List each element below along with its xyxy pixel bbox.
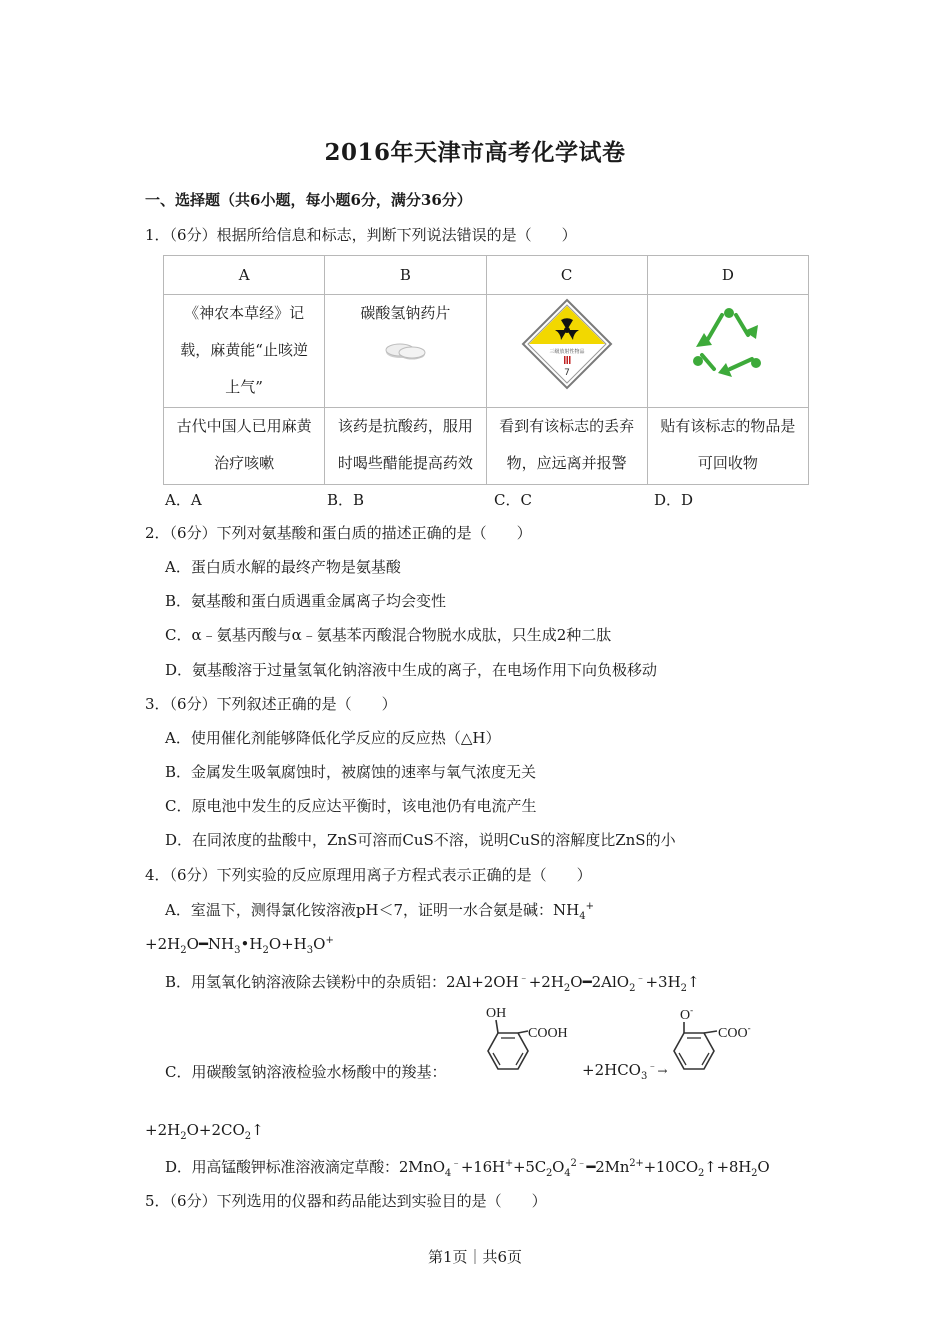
cell-c-statement: [486, 408, 647, 485]
subscript: 2: [629, 983, 636, 994]
subscript: 3: [640, 1071, 648, 1082]
question-3-option-c: C．原电池中发生的反应达平衡时，该电池仍有电流产生: [165, 797, 537, 815]
subscript: 2: [244, 1131, 252, 1142]
cell-text-line: 《神农本草经》记: [184, 304, 305, 322]
subscript: 2: [680, 983, 688, 994]
cell-a-info: [164, 295, 325, 408]
equation-text: O━2AlO: [570, 973, 630, 991]
cell-text-line: 时喝些醋能提高药效: [337, 454, 473, 472]
salicylate-ion-structure-diagram: [664, 1003, 774, 1081]
equation-text: +2HCO: [582, 1061, 641, 1079]
cell-a-statement: [164, 408, 325, 485]
sign-caption: 三级放射性物品: [549, 349, 585, 355]
reaction-arrow: →: [657, 1064, 668, 1078]
cell-d-info: [647, 295, 808, 408]
cell-text-line: 贴有该标志的物品是: [660, 417, 796, 435]
subscript: 3: [234, 945, 241, 956]
section-heading: 一、选择题（共6小题，每小题6分，满分36分）: [145, 191, 472, 209]
question-4-option-a-line2: [145, 935, 334, 956]
subscript: 2: [546, 1168, 553, 1179]
question-2-option-b: B．氨基酸和蛋白质遇重金属离子均会变性: [165, 592, 447, 610]
equation-text: O+2CO: [186, 1121, 245, 1139]
table-header-c: C: [486, 256, 647, 295]
equation-text: +16H: [460, 1158, 505, 1176]
equation-text: +10CO: [643, 1158, 698, 1176]
answer-option-c: C．C: [494, 491, 532, 509]
superscript: +: [325, 935, 334, 946]
table-header-d: D: [647, 256, 808, 295]
question-1-stem: 1．（6分）根据所给信息和标志，判断下列说法错误的是（ ）: [145, 226, 577, 244]
equation-text: O: [757, 1158, 770, 1176]
cell-text-line: 治疗咳嗽: [214, 454, 275, 472]
equation-text: D．用高锰酸钾标准溶液滴定草酸：2MnO: [165, 1158, 445, 1176]
cell-b-info: [325, 295, 486, 408]
cell-text-line: 碳酸氢钠药片: [360, 304, 451, 322]
atom-label: O: [680, 1008, 691, 1023]
equation-text: ━2Mn: [586, 1158, 630, 1176]
question-3-option-d: D．在同浓度的盐酸中，ZnS可溶而CuS不溶，说明CuS的溶解度比ZnS的小: [165, 831, 676, 849]
equation-text: ↑+8H: [704, 1158, 752, 1176]
answer-option-b: B．B: [327, 491, 365, 509]
cell-text-line: 载，麻黄能“止咳逆: [180, 341, 308, 359]
question-4-option-d: [165, 1156, 769, 1177]
superscript: -: [747, 1023, 751, 1033]
question-3-option-b: B．金属发生吸氧腐蚀时，被腐蚀的速率与氧气浓度无关: [165, 763, 537, 781]
equation-text: •H: [240, 935, 263, 953]
question-4-stem: 4．（6分）下列实验的反应原理用离子方程式表示正确的是（ ）: [145, 866, 592, 884]
subscript: 2: [698, 1168, 705, 1179]
subscript: 2: [262, 945, 269, 956]
cell-text-line: 看到有该标志的丢弃: [499, 417, 635, 435]
subscript: 2: [180, 1131, 187, 1142]
subscript: 4: [579, 911, 586, 922]
cell-text-line: 古代中国人已用麻黄: [176, 417, 312, 435]
equation-text: +2H: [528, 973, 564, 991]
question-4-option-b: [165, 971, 700, 992]
cell-c-info: [486, 295, 647, 408]
equation-text: O━NH: [186, 935, 235, 953]
page-title: 2016年天津市高考化学试卷: [324, 139, 626, 166]
question-2-option-a: A．蛋白质水解的最终产物是氨基酸: [165, 558, 401, 576]
sign-class-number: 7: [563, 368, 570, 378]
question-4-option-a-line1: [165, 899, 594, 920]
superscript: +: [585, 901, 595, 912]
cell-text-line: 可回收物: [697, 454, 758, 472]
equation-text: ↑: [687, 973, 700, 991]
superscript: -: [690, 1005, 694, 1015]
superscript: ﹣: [518, 973, 529, 984]
answer-option-a: A．A: [165, 491, 202, 509]
equation-text: O: [552, 1158, 565, 1176]
equation-text: O+H: [268, 935, 307, 953]
superscript: +: [504, 1158, 513, 1169]
hydroxyl-label: OH: [486, 1006, 507, 1021]
tablet-pills-image: [380, 336, 430, 362]
question-2-option-d: D．氨基酸溶于过量氢氧化钠溶液中生成的离子，在电场作用下向负极移动: [165, 661, 658, 679]
cell-d-statement: [647, 408, 808, 485]
answer-option-d: D．D: [654, 491, 694, 509]
question-3-option-a: A．使用催化剂能够降低化学反应的反应热（△H）: [165, 729, 501, 747]
carboxylate-label: [718, 1023, 751, 1041]
question-2-stem: 2．（6分）下列对氨基酸和蛋白质的描述正确的是（ ）: [145, 524, 532, 542]
equation-text: B．用氢氧化钠溶液除去镁粉中的杂质铝：2Al+2OH: [165, 973, 519, 991]
superscript: ﹣: [451, 1158, 461, 1169]
subscript: 2: [563, 983, 571, 994]
question-2-option-c: C．α﹣氨基丙酸与α﹣氨基苯丙酸混合物脱水成肽，只生成2种二肽: [165, 626, 612, 644]
equation-text: +2H: [145, 1121, 181, 1139]
equation-text: O: [313, 935, 326, 953]
table-header-a: A: [164, 256, 325, 295]
superscript: 2﹣: [570, 1158, 587, 1169]
subscript: 2: [180, 945, 187, 956]
radiation-warning-sign-icon: [521, 298, 613, 390]
question-1-table: [163, 255, 809, 485]
carboxyl-label: COOH: [528, 1026, 568, 1041]
group-label: COO: [718, 1026, 748, 1041]
phenoxide-label: [680, 1005, 693, 1023]
equation-text: +3H: [645, 973, 681, 991]
question-4-option-c-line2: [145, 1121, 264, 1142]
equation-text: ↑: [251, 1121, 264, 1139]
equation-text: +2H: [145, 935, 181, 953]
superscript: 2+: [629, 1158, 644, 1169]
bicarbonate-term: [582, 1061, 668, 1082]
superscript: ﹣: [647, 1061, 658, 1072]
question-3-stem: 3．（6分）下列叙述正确的是（ ）: [145, 695, 397, 713]
subscript: 4: [564, 1168, 571, 1179]
salicylic-acid-structure-diagram: [478, 1003, 586, 1081]
question-5-stem: 5．（6分）下列选用的仪器和药品能达到实验目的是（ ）: [145, 1192, 547, 1210]
subscript: 4: [444, 1168, 452, 1179]
question-4-option-c-text: C．用碳酸氢钠溶液检验水杨酸中的羧基：: [165, 1063, 447, 1081]
table-header-b: B: [325, 256, 486, 295]
cell-text-line: 上气”: [225, 378, 263, 396]
subscript: 2: [751, 1168, 758, 1179]
subscript: 3: [306, 945, 314, 956]
superscript: ﹣: [635, 973, 646, 984]
cell-text-line: 该药是抗酸药，服用: [337, 417, 473, 435]
recycle-symbol-icon: [686, 303, 770, 381]
page-footer: 第1页｜共6页: [427, 1248, 523, 1266]
equation-text: +5C: [513, 1158, 546, 1176]
cell-b-statement: [325, 408, 486, 485]
cell-text-line: 物，应远离并报警: [506, 454, 627, 472]
equation-text: A．室温下，测得氯化铵溶液pH＜7，证明一水合氨是碱：NH: [165, 901, 580, 919]
